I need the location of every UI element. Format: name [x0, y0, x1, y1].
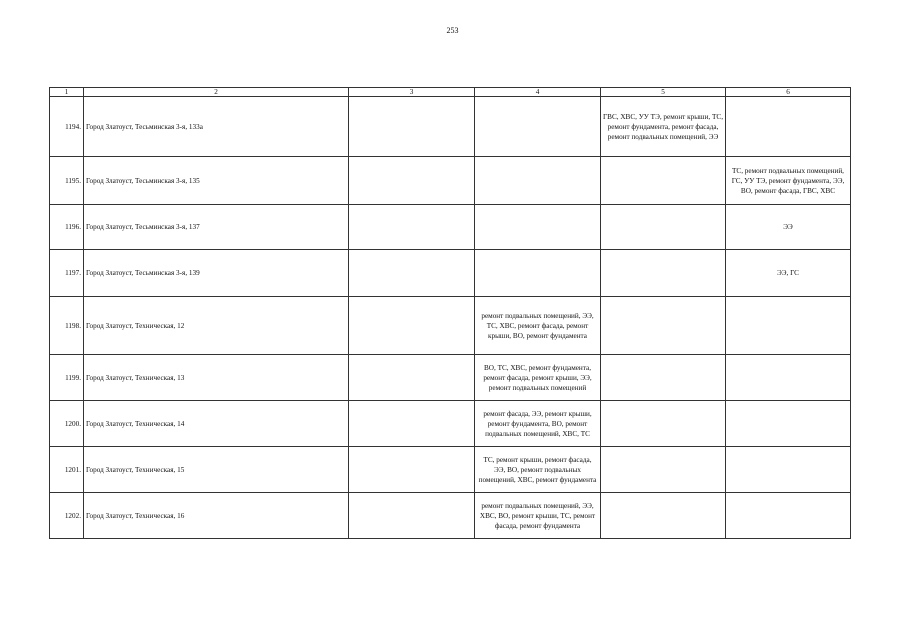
row-col5	[601, 493, 726, 539]
table-row	[50, 355, 851, 401]
row-col5	[601, 297, 726, 355]
row-col3	[349, 447, 475, 493]
table-row	[50, 493, 851, 539]
row-number: 1200.	[50, 401, 84, 447]
row-col3	[349, 297, 475, 355]
housing-repair-table	[49, 87, 851, 539]
row-col4: ремонт подвальных помещений, ЭЭ, ХВС, ВО, ремонт крыши, ТС, ремонт фасада, ремонт фундамента	[475, 493, 601, 539]
column-number-row	[50, 88, 851, 97]
row-col6	[726, 401, 851, 447]
row-col6: ТС, ремонт подвальных помещений, ГС, УУ ТЭ, ремонт фундамента, ЭЭ, ВО, ремонт фасада, ГВС, ХВС	[726, 157, 851, 205]
row-address: Город Златоуст, Техническая, 16	[84, 493, 349, 539]
row-address: Город Златоуст, Тесьминская 3-я, 137	[84, 205, 349, 250]
row-number: 1202.	[50, 493, 84, 539]
row-number: 1197.	[50, 250, 84, 297]
row-col3	[349, 355, 475, 401]
row-col6	[726, 355, 851, 401]
row-number: 1198.	[50, 297, 84, 355]
row-col3	[349, 493, 475, 539]
row-col4: ремонт подвальных помещений, ЭЭ, ТС, ХВС, ремонт фасада, ремонт крыши, ВО, ремонт фундамента	[475, 297, 601, 355]
row-address: Город Златоуст, Техническая, 15	[84, 447, 349, 493]
table-row	[50, 401, 851, 447]
row-address: Город Златоуст, Тесьминская 3-я, 135	[84, 157, 349, 205]
row-col5	[601, 447, 726, 493]
row-col4	[475, 205, 601, 250]
row-col4: ремонт фасада, ЭЭ, ремонт крыши, ремонт фундамента, ВО, ремонт подвальных помещений, ХВС, ТС	[475, 401, 601, 447]
table-row	[50, 297, 851, 355]
column-header: 6	[726, 88, 851, 97]
row-col3	[349, 205, 475, 250]
row-col3	[349, 97, 475, 157]
row-col6	[726, 493, 851, 539]
row-col5	[601, 250, 726, 297]
row-col4	[475, 157, 601, 205]
row-address: Город Златоуст, Тесьминская 3-я, 133а	[84, 97, 349, 157]
row-col6	[726, 447, 851, 493]
row-col3	[349, 250, 475, 297]
column-header: 1	[50, 88, 84, 97]
row-col4	[475, 97, 601, 157]
table-row	[50, 97, 851, 157]
row-number: 1194.	[50, 97, 84, 157]
row-address: Город Златоуст, Техническая, 13	[84, 355, 349, 401]
row-number: 1201.	[50, 447, 84, 493]
row-col5: ГВС, ХВС, УУ ТЭ, ремонт крыши, ТС, ремонт фундамента, ремонт фасада, ремонт подвальных помещений, ЭЭ	[601, 97, 726, 157]
row-col3	[349, 401, 475, 447]
column-header: 3	[349, 88, 475, 97]
table-row	[50, 205, 851, 250]
column-header: 5	[601, 88, 726, 97]
row-col5	[601, 205, 726, 250]
row-number: 1195.	[50, 157, 84, 205]
row-number: 1199.	[50, 355, 84, 401]
row-col6: ЭЭ	[726, 205, 851, 250]
row-col4: ВО, ТС, ХВС, ремонт фундамента, ремонт фасада, ремонт крыши, ЭЭ, ремонт подвальных помещений	[475, 355, 601, 401]
row-number: 1196.	[50, 205, 84, 250]
column-header: 2	[84, 88, 349, 97]
row-col5	[601, 401, 726, 447]
row-col6: ЭЭ, ГС	[726, 250, 851, 297]
row-col5	[601, 355, 726, 401]
page-number: 253	[446, 26, 459, 35]
table-row	[50, 447, 851, 493]
row-address: Город Златоуст, Техническая, 14	[84, 401, 349, 447]
row-address: Город Златоуст, Техническая, 12	[84, 297, 349, 355]
row-col5	[601, 157, 726, 205]
column-header: 4	[475, 88, 601, 97]
row-col4	[475, 250, 601, 297]
row-col4: ТС, ремонт крыши, ремонт фасада, ЭЭ, ВО, ремонт подвальных помещений, ХВС, ремонт фундамента	[475, 447, 601, 493]
table-row	[50, 250, 851, 297]
table-row	[50, 157, 851, 205]
row-col6	[726, 297, 851, 355]
row-col6	[726, 97, 851, 157]
row-address: Город Златоуст, Тесьминская 3-я, 139	[84, 250, 349, 297]
row-col3	[349, 157, 475, 205]
